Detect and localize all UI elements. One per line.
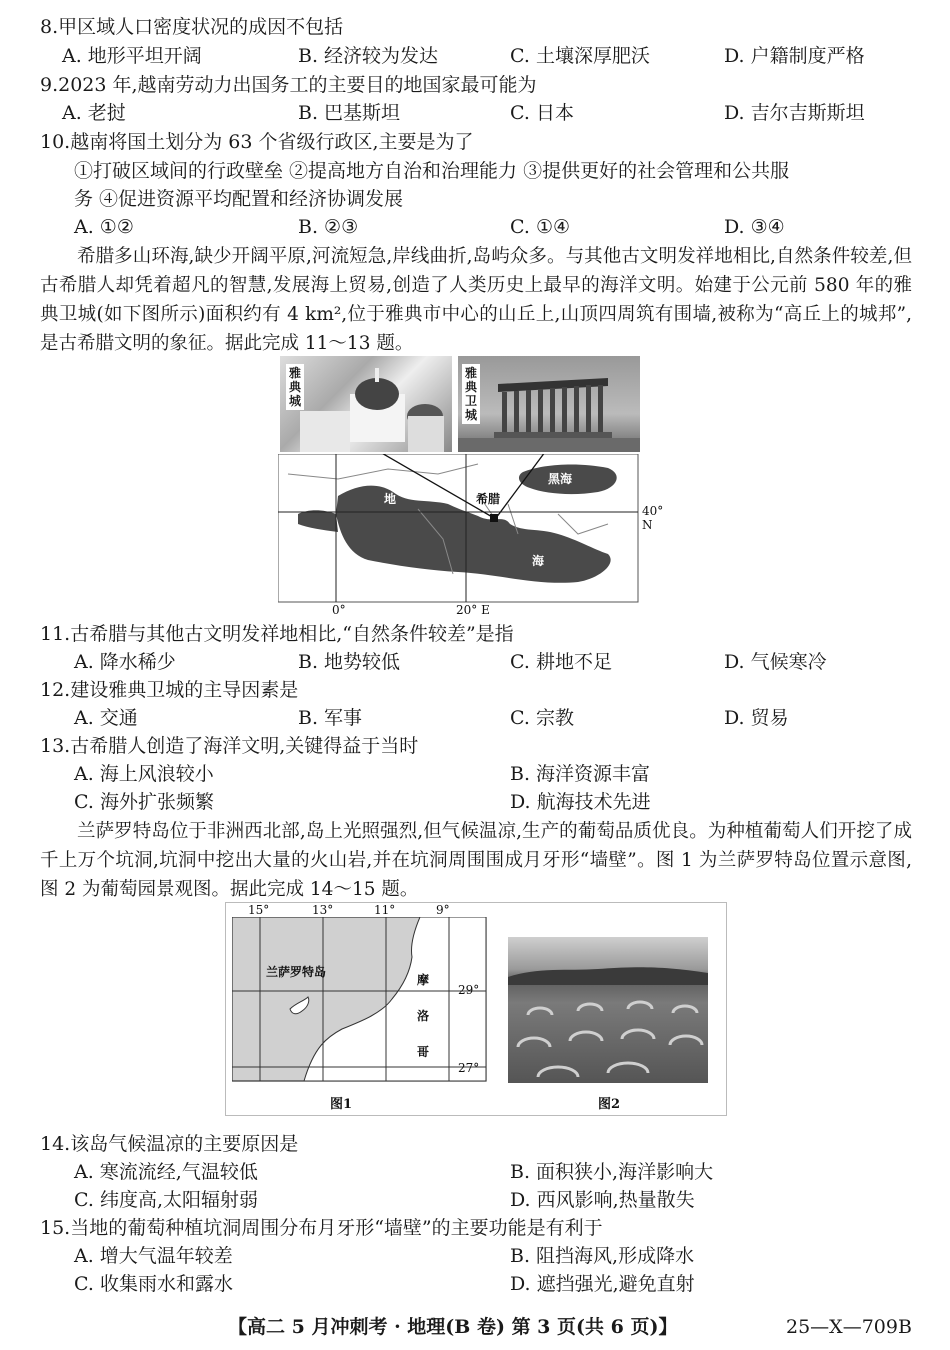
q15-option-a: A. 增大气温年较差 xyxy=(74,1245,233,1267)
passage-lanzarote: 兰萨罗特岛位于非洲西北部,岛上光照强烈,但气候温凉,生产的葡萄品质优良。为种植葡萄人们开挖了成千上万个坑洞,坑洞中挖出大量的火山岩,并在坑洞周围围成月牙形“墙壁”。图 1 为兰萨罗特岛位置示意图,图 2 为葡萄园景观图。据此完成 14～15 题。 xyxy=(40,821,912,900)
map-label-di: 地 xyxy=(384,492,397,506)
q15-option-b: B. 阻挡海风,形成降水 xyxy=(510,1245,695,1267)
q15-option-c: C. 收集雨水和露水 xyxy=(74,1273,233,1295)
map-lon-20e: 20° E xyxy=(456,603,490,617)
q10-stem: 10.越南将国土划分为 63 个省级行政区,主要是为了 xyxy=(40,131,474,153)
q10-option-c: C. ①④ xyxy=(510,216,571,238)
figure-lanzarote xyxy=(225,902,727,1116)
q13-option-a: A. 海上风浪较小 xyxy=(74,763,214,785)
map-lat-40n: 40° N xyxy=(642,504,664,532)
q11-option-d: D. 气候寒冷 xyxy=(724,651,827,673)
caption-fig1: 图1 xyxy=(330,1097,353,1112)
q13-option-b: B. 海洋资源丰富 xyxy=(510,763,651,785)
morocco-char-3: 哥 xyxy=(417,1045,430,1059)
lon-label-13: 13° xyxy=(312,903,334,917)
q9-option-c: C. 日本 xyxy=(510,102,574,124)
q14-stem: 14.该岛气候温凉的主要原因是 xyxy=(40,1133,299,1155)
lat-label-29: 29° xyxy=(458,983,480,997)
vineyard-photo xyxy=(508,937,708,1083)
figure-greece xyxy=(278,356,664,617)
morocco-char-1: 摩 xyxy=(417,973,430,987)
map-lon-0: 0° xyxy=(332,603,346,617)
q11-option-a: A. 降水稀少 xyxy=(74,651,176,673)
q9-option-b: B. 巴基斯坦 xyxy=(298,102,401,124)
q15-stem: 15.当地的葡萄种植坑洞周围分布月牙形“墙壁”的主要功能是有利于 xyxy=(40,1217,603,1239)
morocco-char-2: 洛 xyxy=(417,1009,430,1023)
map-label-greece: 希腊 xyxy=(476,492,501,506)
athens-city-photo xyxy=(280,356,452,452)
q8-stem: 8.甲区域人口密度状况的成因不包括 xyxy=(40,16,344,38)
lon-label-11: 11° xyxy=(374,903,396,917)
caption-fig2: 图2 xyxy=(598,1097,621,1112)
q8-option-c: C. 土壤深厚肥沃 xyxy=(510,45,650,67)
lon-label-15: 15° xyxy=(248,903,270,917)
q10-option-d: D. ③④ xyxy=(724,216,785,238)
q10-statements-line1: ①打破区域间的行政壁垒 ②提高地方自治和治理能力 ③提供更好的社会管理和公共服 xyxy=(74,160,790,182)
q10-statements-line2: 务 ④促进资源平均配置和经济协调发展 xyxy=(74,188,404,210)
q13-option-c: C. 海外扩张频繁 xyxy=(74,791,214,813)
q11-stem: 11.古希腊与其他古文明发祥地相比,“自然条件较差”是指 xyxy=(40,623,514,645)
q9-stem: 9.2023 年,越南劳动力出国务工的主要目的地国家最可能为 xyxy=(40,74,537,96)
q8-option-a: A. 地形平坦开阔 xyxy=(62,45,202,67)
q12-option-a: A. 交通 xyxy=(74,707,138,729)
lon-label-9: 9° xyxy=(436,903,450,917)
q11-option-b: B. 地势较低 xyxy=(298,651,401,673)
q8-option-b: B. 经济较为发达 xyxy=(298,45,439,67)
footer-title: 【高二 5 月冲刺考 · 地理(B 卷) 第 3 页(共 6 页)】 xyxy=(228,1316,678,1338)
q11-option-c: C. 耕地不足 xyxy=(510,651,612,673)
q15-option-d: D. 遮挡强光,避免直射 xyxy=(510,1273,695,1295)
lat-label-27: 27° xyxy=(458,1061,480,1075)
q12-option-d: D. 贸易 xyxy=(724,707,789,729)
q14-option-a: A. 寒流流经,气温较低 xyxy=(74,1161,258,1183)
acropolis-photo xyxy=(458,356,640,452)
island-label: 兰萨罗特岛 xyxy=(266,965,327,979)
passage-greece: 希腊多山环海,缺少开阔平原,河流短急,岸线曲折,岛屿众多。与其他古文明发祥地相比,自然条件较差,但古希腊人却凭着超凡的智慧,发展海上贸易,创造了人类历史上最早的海洋文明。始建于公元前 580 年的雅典卫城(如下图所示)面积约有 4 km²,位于雅典市中心的山丘上,山顶四周筑有围墙,被称为“高丘上的城邦”,是古希腊文明的象征。据此完成 11～13 题。 xyxy=(40,246,912,354)
map-label-black-sea: 黑海 xyxy=(548,472,573,486)
athens-city-label: 雅典城 xyxy=(286,364,304,410)
lanzarote-location-map xyxy=(232,917,492,1097)
map-label-zhong: 中 xyxy=(452,572,465,586)
q10-option-b: B. ②③ xyxy=(298,216,359,238)
q14-option-c: C. 纬度高,太阳辐射弱 xyxy=(74,1189,258,1211)
q9-option-a: A. 老挝 xyxy=(62,102,126,124)
map-label-hai: 海 xyxy=(532,554,545,568)
q10-option-a: A. ①② xyxy=(74,216,134,238)
q12-stem: 12.建设雅典卫城的主导因素是 xyxy=(40,679,299,701)
q12-option-c: C. 宗教 xyxy=(510,707,574,729)
q12-option-b: B. 军事 xyxy=(298,707,363,729)
q13-stem: 13.古希腊人创造了海洋文明,关键得益于当时 xyxy=(40,735,419,757)
acropolis-label: 雅典卫城 xyxy=(462,364,480,424)
q13-option-d: D. 航海技术先进 xyxy=(510,791,651,813)
q14-option-d: D. 西风影响,热量散失 xyxy=(510,1189,695,1211)
q8-option-d: D. 户籍制度严格 xyxy=(724,45,865,67)
mediterranean-map xyxy=(278,454,642,614)
q14-option-b: B. 面积狭小,海洋影响大 xyxy=(510,1161,714,1183)
q9-option-d: D. 吉尔吉斯斯坦 xyxy=(724,102,865,124)
footer-code: 25—X—709B xyxy=(786,1316,912,1338)
